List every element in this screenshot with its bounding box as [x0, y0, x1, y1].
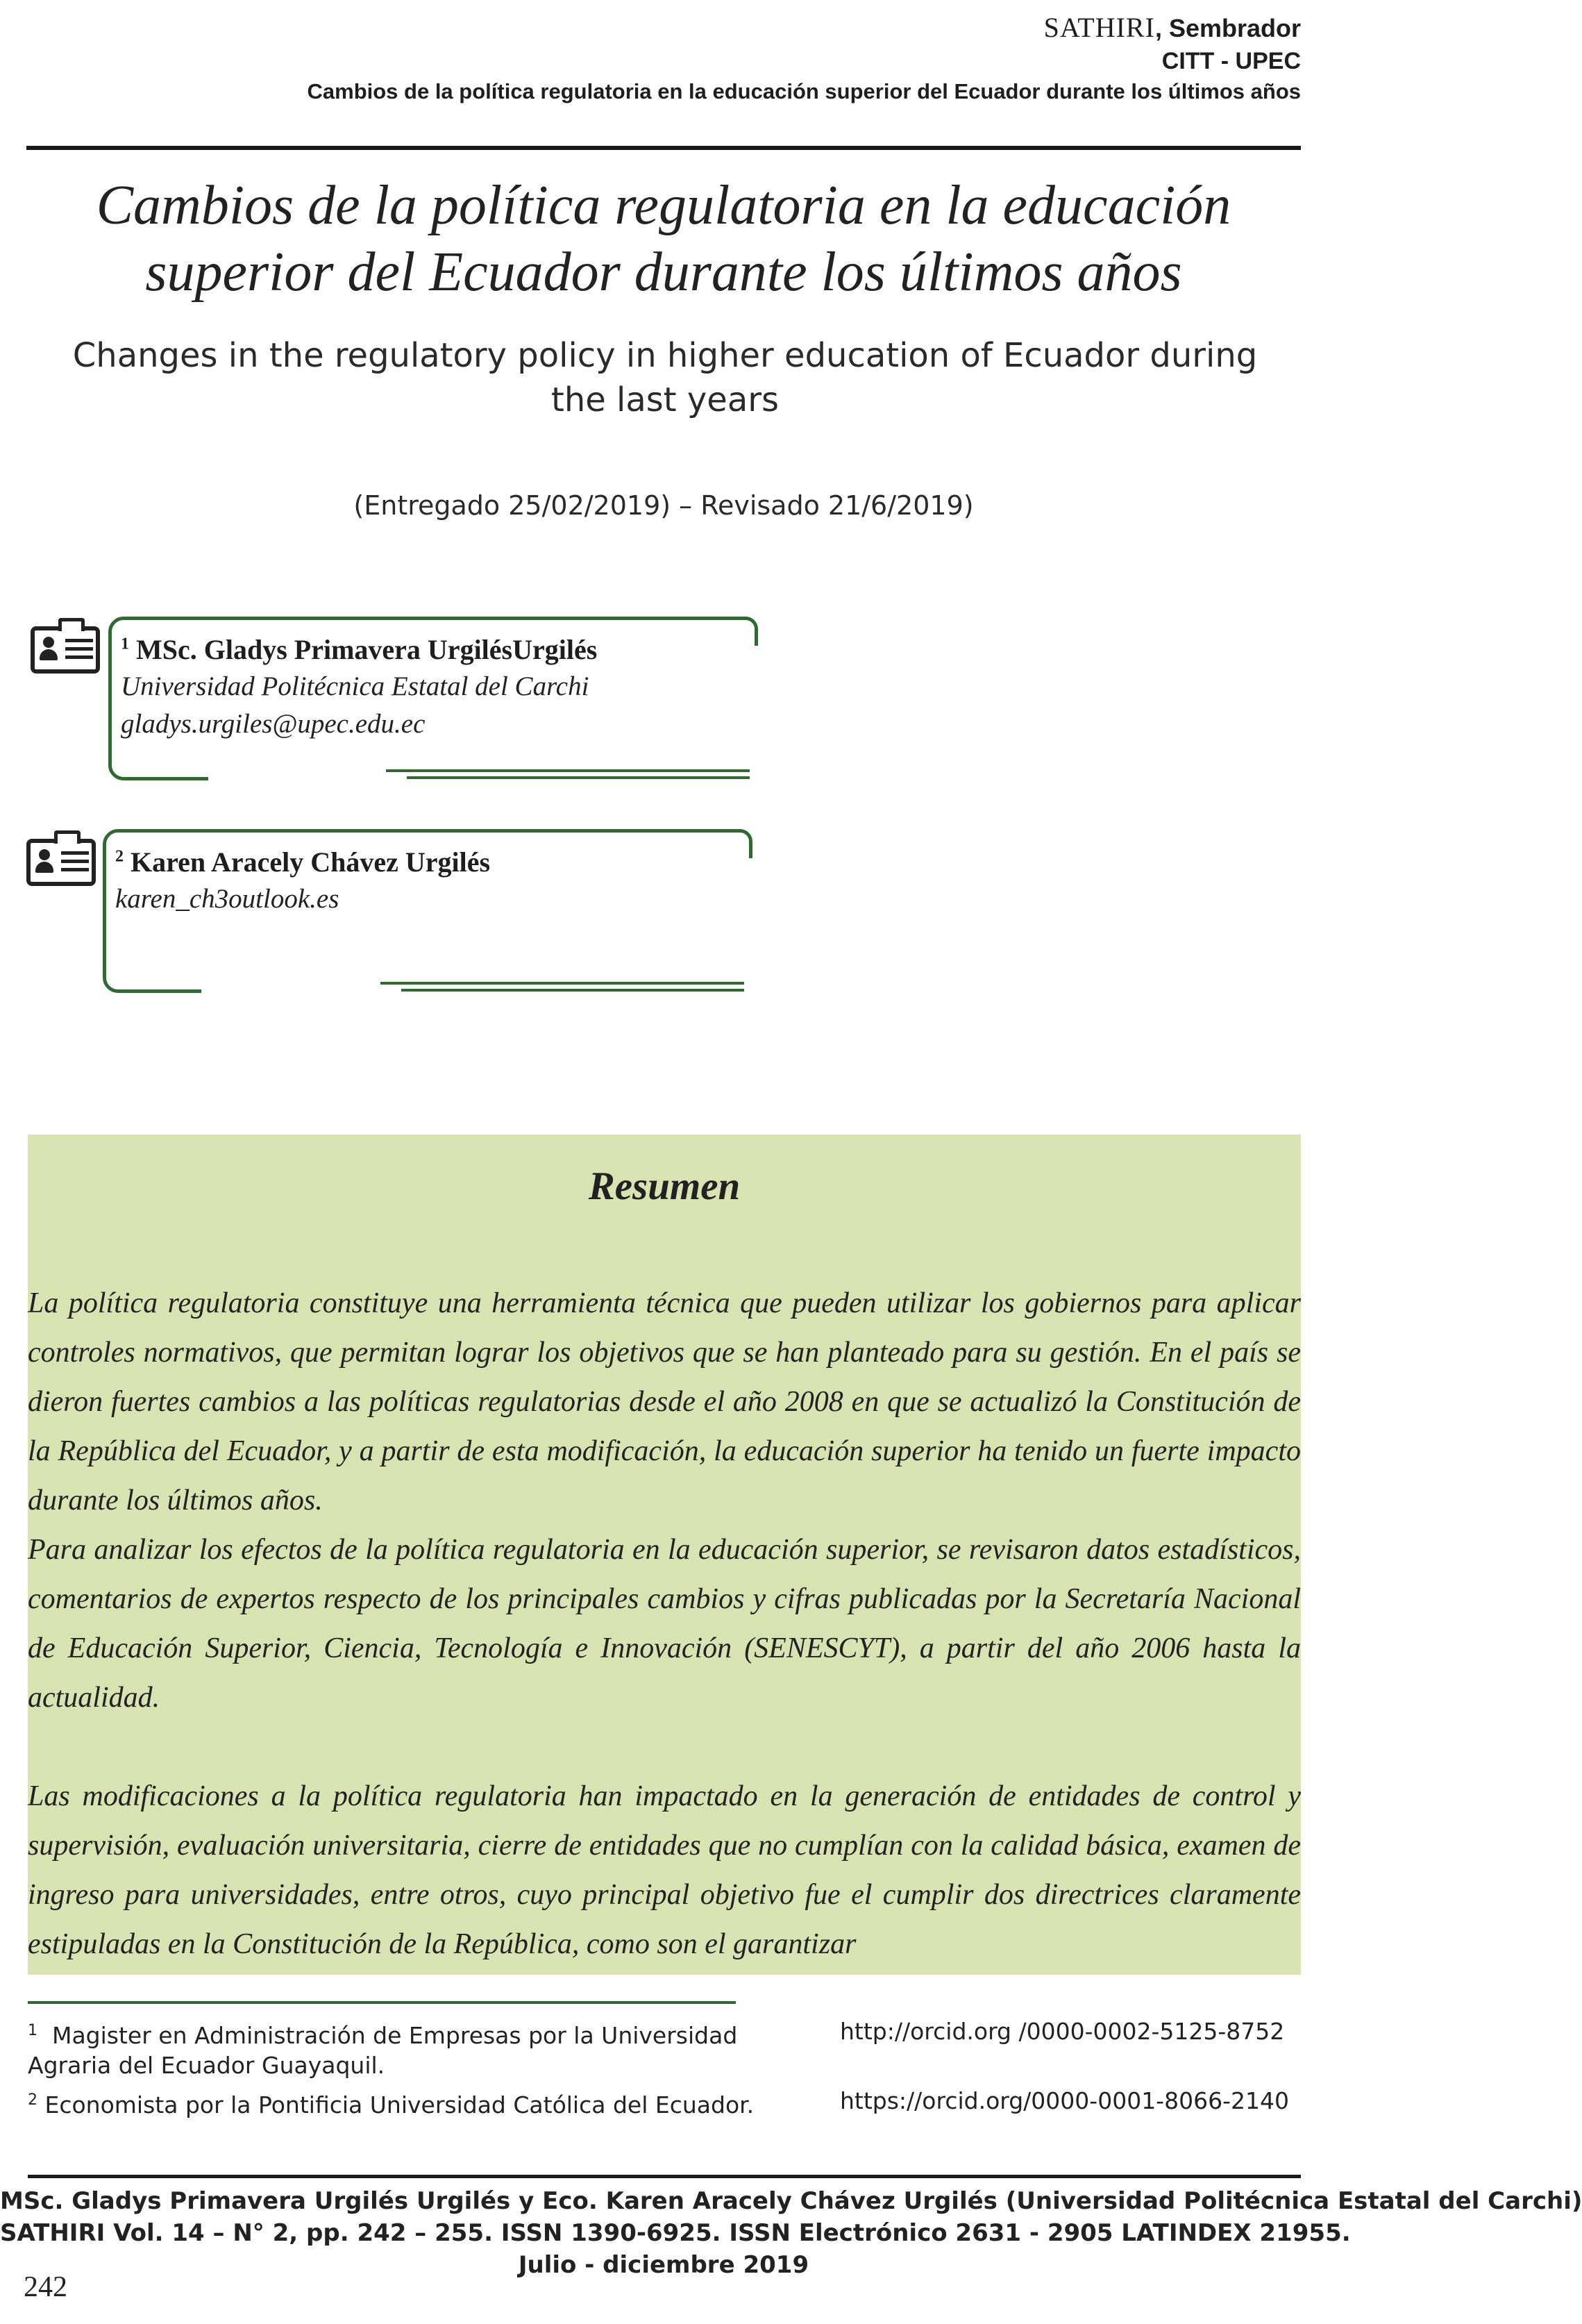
- submission-dates: (Entregado 25/02/2019) – Revisado 21/6/2019): [353, 490, 974, 521]
- author-card-gap-right: [743, 646, 764, 785]
- article-title-spanish: Cambios de la política regulatoria en la educación superior del Ecuador durante los últimos años: [96, 175, 1231, 303]
- footnote-mark: 1: [28, 2022, 37, 2039]
- footnote-1: [28, 2014, 737, 2053]
- abstract-paragraph: Para analizar los efectos de la política regulatoria en la educación superior, se revisaron datos estadísticos, comentarios de expertos respecto de los principales cambios y cifras publicadas por la Secretaría Nacional de Educación Superior, Ciencia, Tecnología e Innovación (SENESCYT), a partir del año 2006 hasta la actualidad.: [28, 1534, 1301, 1714]
- author-name: [115, 846, 490, 878]
- orcid-link-2[interactable]: https://orcid.org/0000-0001-8066-2140: [840, 2087, 1289, 2114]
- abstract-paragraph: La política regulatoria constituye una herramienta técnica que pueden utilizar los gobiernos para aplicar controles normativos, que permitan lograr los objetivos que se han planteado para su gestión. En el país se dieron fuertes cambios a las políticas regulatorias desde el año 2008 en que se actualizó la Constitución de la República del Ecuador, y a partir de esta modificación, la educación superior ha tenido un fuerte impacto durante los últimos años.: [28, 1287, 1301, 1516]
- id-card-icon: [31, 626, 100, 674]
- footnote-mark: 2: [28, 2091, 37, 2109]
- running-title: Cambios de la política regulatoria en la educación superior del Ecuador durante los últimos años: [307, 79, 1301, 104]
- footnote-text: Magister en Administración de Empresas por la Universidad: [51, 2022, 738, 2049]
- citation-authors: MSc. Gladys Primavera Urgilés Urgilés y Eco. Karen Aracely Chávez Urgilés (Universidad Politécnica Estatal del Carchi): [0, 2187, 1582, 2215]
- footnote-rule: [28, 2001, 736, 2004]
- author-email: gladys.urgiles@upec.edu.ec: [121, 709, 426, 739]
- author-card-underline: [386, 769, 750, 783]
- abstract-paragraph: Las modificaciones a la política regulatoria han impactado en la generación de entidades de control y supervisión, evaluación universitaria, cierre de entidades que no cumplían con la calidad básica, examen de ingreso para universidades, entre otros, cuyo principal objetivo fue el cumplir dos directrices claramente estipuladas en la Constitución de la República, como son el garantizar: [28, 1780, 1301, 1960]
- journal-name: [308, 10, 1302, 46]
- footnote-1-continued: Agraria del Ecuador Guayaquil.: [28, 2052, 385, 2079]
- author-name-text: MSc. Gladys Primavera UrgilésUrgilés: [136, 634, 598, 665]
- abstract-heading: Resumen: [588, 1164, 741, 1208]
- header-rule: [26, 146, 1301, 150]
- running-header: [308, 10, 1302, 106]
- id-card-icon: [26, 839, 96, 886]
- author-card-underline: [380, 982, 744, 996]
- page-number: 242: [24, 2271, 67, 2303]
- author-mark: 1: [121, 635, 129, 653]
- journal-brand: SATHIRI: [1043, 12, 1155, 43]
- abstract-box: [28, 1135, 1301, 1975]
- citation-period: Julio - diciembre 2019: [518, 2251, 809, 2279]
- journal-name-rest: , Sembrador: [1154, 14, 1301, 42]
- author-name: [121, 633, 597, 666]
- author-mark: 2: [115, 847, 124, 866]
- orcid-link-1[interactable]: http://orcid.org /0000-0002-5125-8752: [840, 2018, 1285, 2045]
- footnote-2: [28, 2083, 754, 2123]
- article-title-english: Changes in the regulatory policy in higher education of Ecuador during the last years: [72, 336, 1258, 419]
- author-email: karen_ch3outlook.es: [115, 884, 339, 914]
- citation-journal: SATHIRI Vol. 14 – N° 2, pp. 242 – 255. ISSN 1390-6925. ISSN Electrónico 2631 - 2905 LATINDEX 21955.: [0, 2219, 1351, 2247]
- author-card-gap-right: [737, 858, 758, 997]
- organization-name: CITT - UPEC: [1161, 48, 1301, 74]
- author-name-text: Karen Aracely Chávez Urgilés: [131, 846, 491, 878]
- footnote-text: Economista por la Pontificia Universidad Católica del Ecuador.: [44, 2091, 755, 2118]
- author-affiliation: Universidad Politécnica Estatal del Carchi: [121, 671, 589, 701]
- footer-rule: [28, 2175, 1301, 2178]
